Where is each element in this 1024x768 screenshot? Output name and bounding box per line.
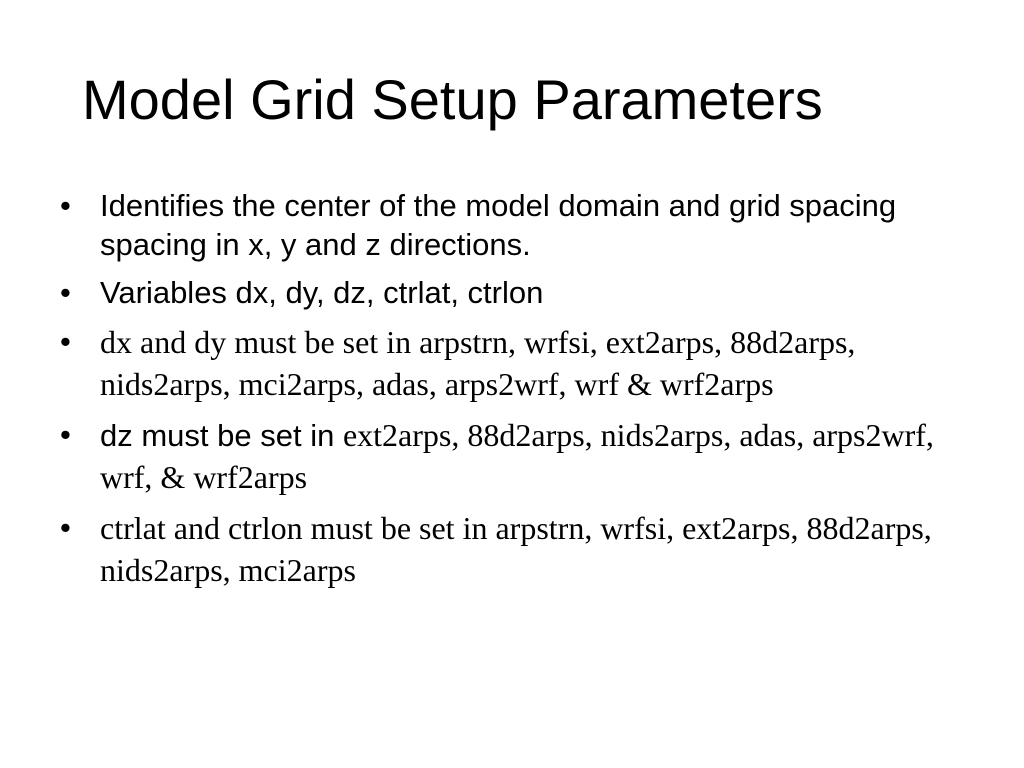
bullet-text: dx and dy must be set in arpstrn, wrfsi, ext2arps, 88d2arps, nids2arps, mci2arps, adas, arps2wrf, wrf & wrf2arps (100, 324, 856, 402)
bullet-item-dz (60, 414, 970, 498)
bullet-text: Variables dx, dy, dz, ctrlat, ctrlon (100, 275, 544, 310)
slide-title: Model Grid Setup Parameters (82, 68, 823, 131)
bullet-marker: • (60, 188, 71, 223)
bullet-marker: • (60, 510, 71, 545)
bullet-lead-text: dz must be set in (100, 418, 343, 453)
bullet-marker: • (60, 324, 71, 359)
bullet-marker: • (60, 275, 71, 310)
bullet-item-ctrlat-ctrlon (60, 507, 970, 591)
bullet-text: ext2arps, 88d2arps, nids2arps, adas, arps2wrf, wrf, & wrf2arps (100, 417, 934, 495)
bullet-item-dx-dy (60, 321, 970, 405)
bullet-item-grid-center (60, 186, 970, 264)
bullet-text: Identifies the center of the model domain and grid spacing spacing in x, y and z directions. (100, 188, 897, 262)
bullet-list (60, 186, 970, 600)
bullet-text: ctrlat and ctrlon must be set in arpstrn, wrfsi, ext2arps, 88d2arps, nids2arps, mci2arps (100, 510, 932, 588)
bullet-item-variables (60, 273, 970, 312)
bullet-marker: • (60, 417, 71, 452)
